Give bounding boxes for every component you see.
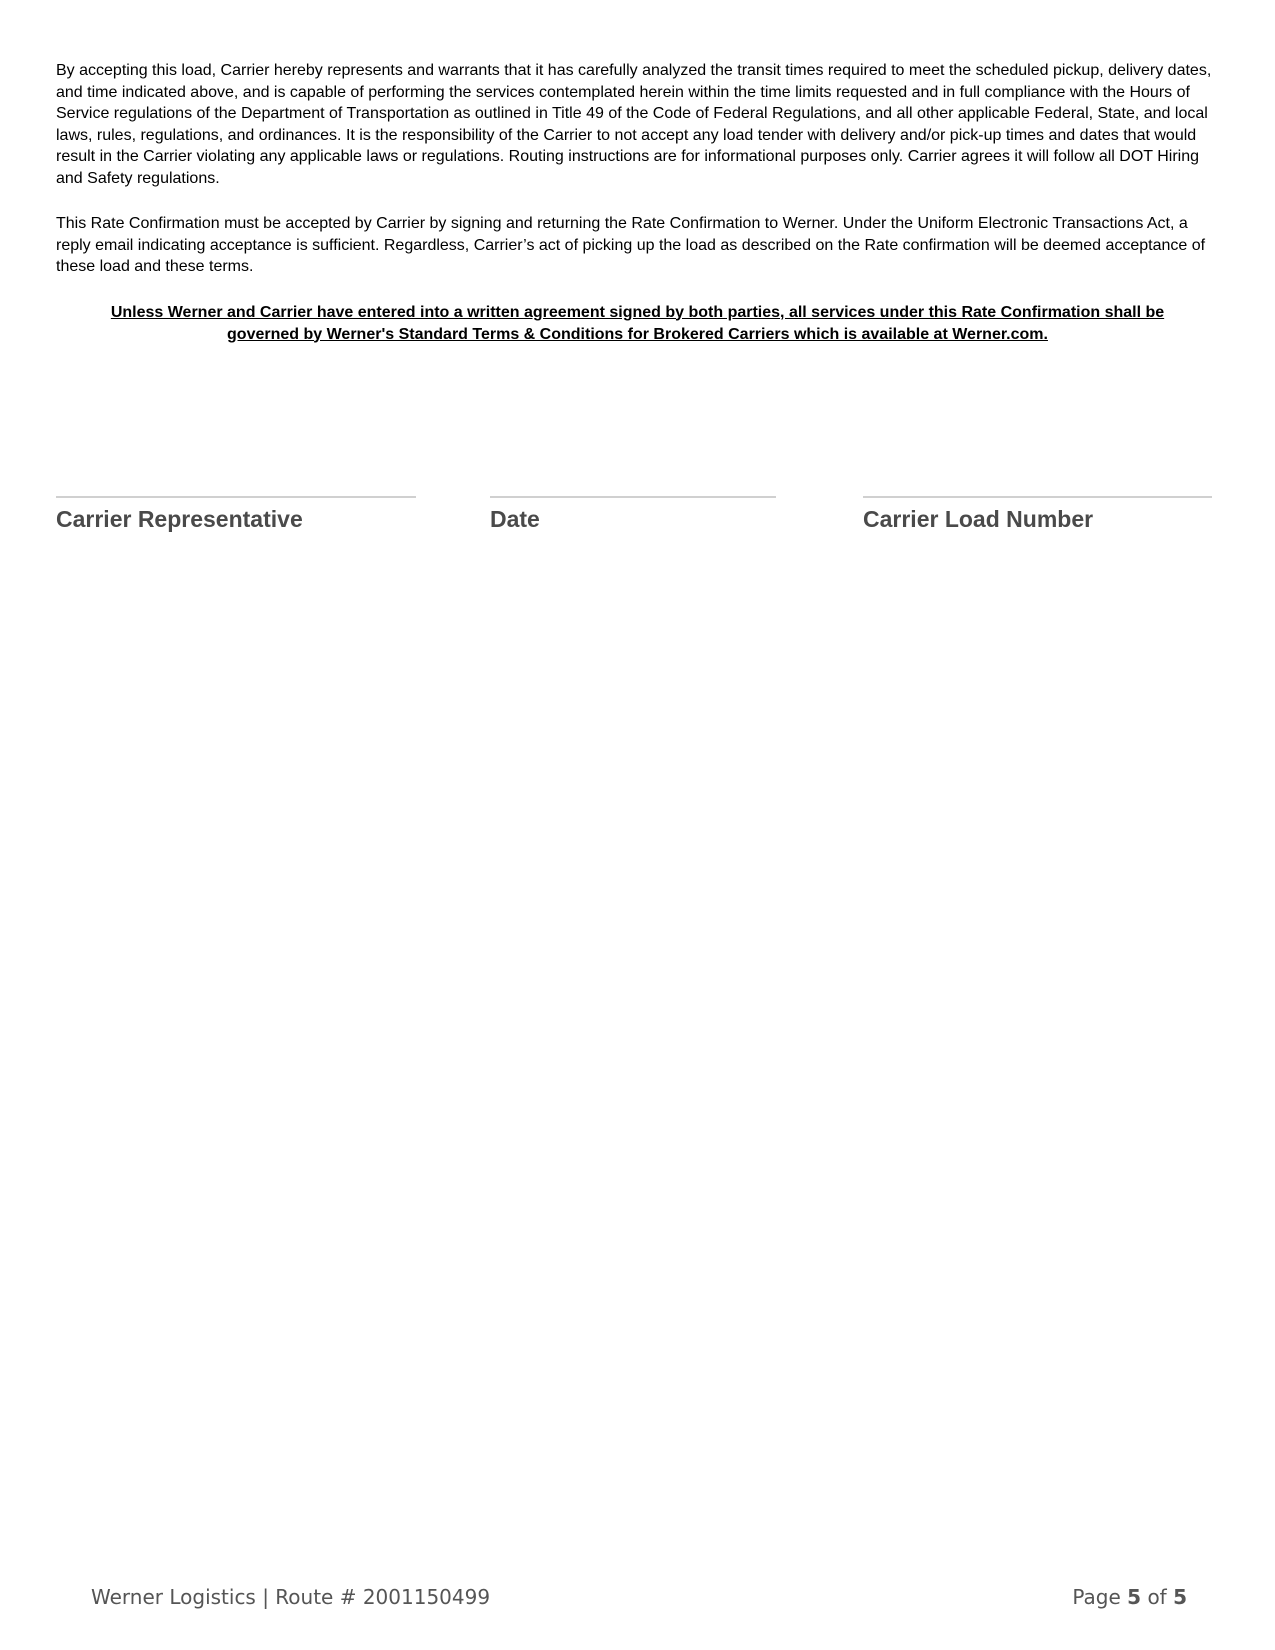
signature-block-carrier-load-number xyxy=(863,496,1212,533)
carrier-representative-label: Carrier Representative xyxy=(56,506,303,532)
page-word: Page xyxy=(1072,1585,1121,1609)
footer-company-route: Werner Logistics | Route # 2001150499 xyxy=(91,1585,491,1609)
signature-line xyxy=(56,496,416,498)
governing-terms-notice: Unless Werner and Carrier have entered into a written agreement signed by both parties, all services under this Rate Confirmation shall be governed by Werner's Standard Terms & Conditions for Brokered Carriers which is available at Werner.com. xyxy=(110,303,1165,343)
page-of-word: of xyxy=(1147,1585,1167,1609)
terms-paragraph-transit: By accepting this load, Carrier hereby represents and warrants that it has carefully analyzed the transit times required to meet the scheduled pickup, delivery dates, and time indicated above, and is capable of performing the services contemplated herein within the time limits requested and in full compliance with the Hours of Service regulations of the Department of Transportation as outlined in Title 49 of the Code of Federal Regulations, and all other applicable Federal, State, and local laws, rules, regulations, and ordinances. It is the responsibility of the Carrier to not accept any load tender with delivery and/or pick-up times and dates that would result in the Carrier violating any applicable laws or regulations. Routing instructions are for informational purposes only. Carrier agrees it will follow all DOT Hiring and Safety regulations. xyxy=(56,62,1212,187)
date-label: Date xyxy=(490,506,540,532)
signature-line xyxy=(863,496,1212,498)
signature-block-carrier-representative xyxy=(56,496,416,533)
page-current: 5 xyxy=(1127,1585,1142,1609)
footer-page-number xyxy=(1072,1585,1187,1609)
terms-paragraph-acceptance: This Rate Confirmation must be accepted by Carrier by signing and returning the Rate Confirmation to Werner. Under the Uniform Electronic Transactions Act, a reply email indicating acceptance is sufficient. Regardless, Carrier’s act of picking up the load as described on the Rate confirmation will be deemed acceptance of these load and these terms. xyxy=(56,215,1206,275)
page-total: 5 xyxy=(1173,1585,1187,1609)
carrier-load-number-label: Carrier Load Number xyxy=(863,506,1094,532)
document-body xyxy=(56,60,1219,346)
signature-line xyxy=(490,496,776,498)
signature-block-date xyxy=(490,496,776,533)
